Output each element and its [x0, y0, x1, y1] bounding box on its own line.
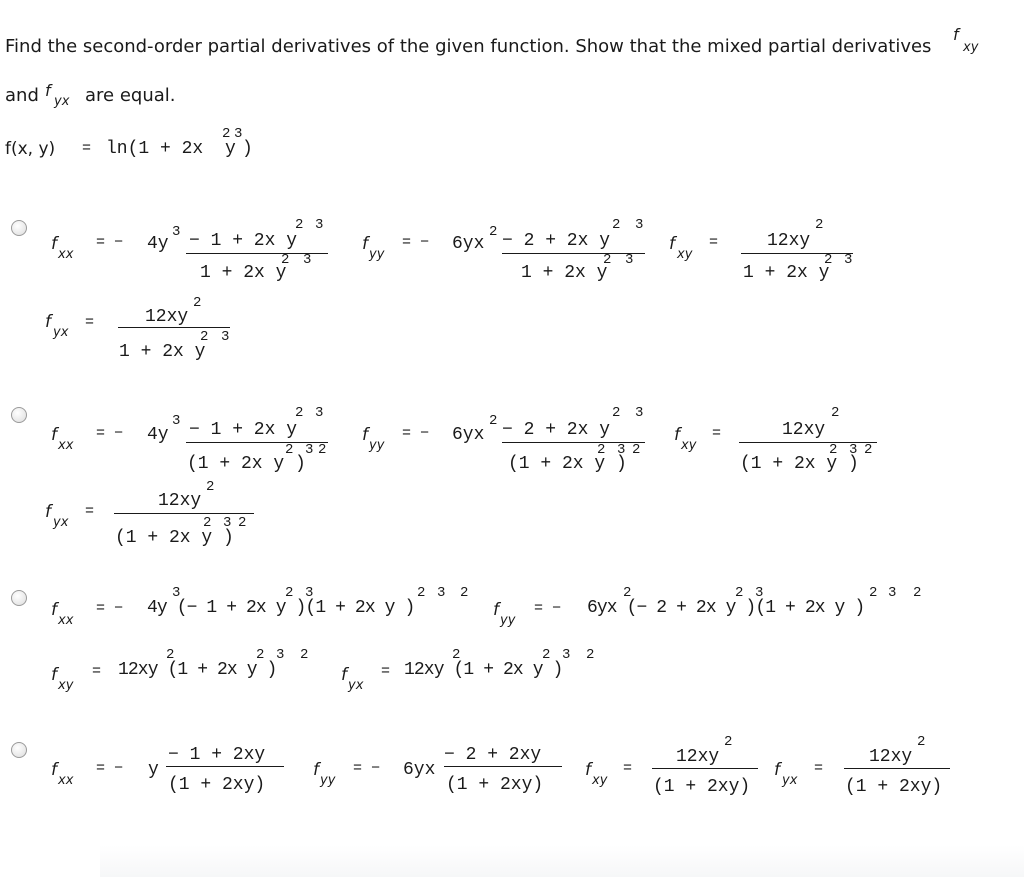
option-4-fyy-f: f — [313, 760, 319, 780]
fyx-sub: yx — [54, 94, 70, 109]
option-1-fxy-eq: = — [709, 234, 719, 251]
option-2-fyx-eq: = — [85, 503, 95, 520]
option-1-fxx-sub: xx — [58, 247, 74, 262]
option-4-fxy-sub: xy — [592, 773, 608, 788]
option-1-fyx-fraction-bar — [118, 327, 230, 328]
option-3-fxx-e3: 3 — [305, 585, 314, 601]
option-1-fyy-den: 1 + 2x y — [521, 263, 608, 283]
option-4-fyx-sub: yx — [782, 773, 798, 788]
option-2-fxx-den-e1: 2 — [285, 442, 294, 458]
option-4-fyy-num: − 2 + 2xy — [444, 745, 542, 765]
fxy-sub: xy — [963, 40, 979, 55]
question-line-1: Find the second-order partial derivatives of the given function. Show that the mixed partial derivatives — [5, 36, 932, 57]
option-3-fxy-e1: 2 — [166, 647, 175, 663]
option-4-fxy-fraction-bar — [652, 768, 758, 769]
option-1-fxy-num-e: 2 — [815, 217, 824, 233]
option-1-fyx-den-e1: 2 — [200, 329, 209, 345]
option-1-fyy-f: f — [362, 234, 368, 254]
option-4-fxx-fraction-bar — [166, 766, 284, 767]
option-3-fxx-e6: 2 — [460, 585, 469, 601]
option-4-fxx-pre: y — [148, 760, 159, 780]
option-3-fxx-e4: 2 — [417, 585, 426, 601]
option-2-fxy-sub: xy — [681, 438, 697, 453]
option-2-fyy-num: − 2 + 2x y — [502, 420, 611, 440]
option-1-radio[interactable] — [11, 220, 27, 236]
option-4-fxy-num: 12xy — [676, 747, 720, 767]
option-1-fxx-num-e2: 3 — [315, 217, 324, 233]
option-2-fyy-pre: 6yx — [452, 425, 485, 445]
option-3-fxy-e3: 3 — [276, 647, 285, 663]
option-1-fyy-num-e1: 2 — [612, 217, 621, 233]
option-2-fyx-den: (1 + 2x y ) — [115, 528, 234, 548]
option-3-fxy-expr: 12xy (1 + 2x y ) — [118, 660, 277, 680]
option-4-fxx-f: f — [51, 760, 57, 780]
option-3-fyx-e1: 2 — [452, 647, 461, 663]
option-2-fyy-den-e3: 2 — [632, 442, 641, 458]
option-4-fyy-den: (1 + 2xy) — [446, 775, 544, 795]
option-2-fxx-pre: 4y — [147, 425, 169, 445]
option-4-fyx-fraction-bar — [844, 768, 950, 769]
option-2-fyy-pre-exp: 2 — [489, 413, 498, 429]
option-3-fyx-eq: = — [381, 663, 391, 680]
option-2-fyx-den-e1: 2 — [203, 515, 212, 531]
option-2-fyx-den-e2: 3 — [223, 515, 232, 531]
option-3-fxx-eq: = − — [96, 600, 124, 617]
option-4-fyx-eq: = — [814, 760, 824, 777]
option-4-fxx-num: − 1 + 2xy — [168, 745, 266, 765]
option-1-fxx-den-e1: 2 — [281, 252, 290, 268]
option-3-fyy-e3: 3 — [755, 585, 764, 601]
option-1-fyx-num-e: 2 — [193, 295, 202, 311]
option-1-fyy-pre: 6yx — [452, 234, 485, 254]
option-1-fyy-num: − 2 + 2x y — [502, 231, 611, 251]
option-2-fyx-sub: yx — [53, 515, 69, 530]
option-2-fyy-den-e2: 3 — [617, 442, 626, 458]
option-4-fxx-den: (1 + 2xy) — [168, 775, 266, 795]
option-2-fxx-den-e2: 3 — [305, 442, 314, 458]
fyx-f: f — [45, 81, 51, 100]
option-2-fyy-sub: yy — [369, 438, 385, 453]
option-1-fyx-den-e2: 3 — [221, 329, 230, 345]
option-3-fyy-e2: 2 — [735, 585, 744, 601]
option-4-fyx-num-e: 2 — [917, 734, 926, 750]
option-1-fyy-eq: = − — [402, 234, 430, 251]
option-3-fyx-e2: 2 — [542, 647, 551, 663]
option-4-fxy-f: f — [585, 760, 591, 780]
option-4-fyy-eq: = − — [353, 760, 381, 777]
option-3-fyx-e3: 3 — [562, 647, 571, 663]
option-3-fxx-f: f — [51, 600, 57, 620]
option-3-radio[interactable] — [11, 590, 27, 606]
option-2-fxy-f: f — [674, 425, 680, 445]
option-1-fyy-fraction-bar — [502, 253, 645, 254]
question-line-2-tail: are equal. — [85, 85, 176, 106]
option-2-fxy-den: (1 + 2x y ) — [740, 454, 859, 474]
option-3-fxy-e2: 2 — [256, 647, 265, 663]
option-2-fxx-num-e2: 3 — [315, 405, 324, 421]
question-line-2-and: and — [5, 85, 39, 106]
option-3-fxy-eq: = — [92, 663, 102, 680]
option-1-fxy-fraction-bar — [741, 253, 853, 254]
option-3-fyy-sub: yy — [500, 613, 516, 628]
function-rhs: ln(1 + 2x — [106, 139, 204, 159]
option-3-fyy-f: f — [493, 600, 499, 620]
option-1-fyx-f: f — [45, 312, 51, 332]
option-3-fyy-e4: 2 — [869, 585, 878, 601]
option-1-fxy-den-e1: 2 — [824, 252, 833, 268]
option-2-fyx-num-e: 2 — [206, 479, 215, 495]
option-1-fyy-den-e2: 3 — [625, 252, 634, 268]
option-2-fyy-den-e1: 2 — [597, 442, 606, 458]
option-1-fxy-num: 12xy — [767, 231, 811, 251]
option-3-fyx-f: f — [341, 665, 347, 685]
option-4-fxx-sub: xx — [58, 773, 74, 788]
option-2-fxx-den: (1 + 2x y ) — [187, 454, 306, 474]
option-3-fxx-e5: 3 — [437, 585, 446, 601]
option-2-fyy-eq: = − — [402, 425, 430, 442]
option-1-fxy-den-e2: 3 — [844, 252, 853, 268]
option-1-fxy-sub: xy — [677, 247, 693, 262]
option-2-fyy-f: f — [362, 425, 368, 445]
option-3-fxx-e1: 3 — [172, 585, 181, 601]
option-4-fyy-pre: 6yx — [403, 760, 436, 780]
option-1-fyy-den-e1: 2 — [603, 252, 612, 268]
option-3-fyx-expr: 12xy (1 + 2x y ) — [404, 660, 563, 680]
option-1-fyx-sub: yx — [53, 325, 69, 340]
option-2-fxy-num: 12xy — [782, 420, 826, 440]
option-1-fyy-pre-exp: 2 — [489, 224, 498, 240]
function-exp-1: 2 — [222, 126, 231, 142]
option-2-fxx-den-e3: 2 — [318, 442, 327, 458]
option-2-fxy-num-e: 2 — [831, 405, 840, 421]
option-4-fxy-num-e: 2 — [724, 734, 733, 750]
option-2-fxy-eq: = — [712, 425, 722, 442]
option-4-radio[interactable] — [11, 742, 27, 758]
option-2-fyx-fraction-bar — [114, 513, 254, 514]
option-4-fyx-f: f — [774, 760, 780, 780]
option-2-fxx-num-e1: 2 — [295, 405, 304, 421]
option-1-fxy-f: f — [669, 234, 675, 254]
option-1-fxy-den: 1 + 2x y — [743, 263, 830, 283]
function-end: ) — [242, 139, 253, 159]
option-1-fxx-pre-exp: 3 — [172, 224, 181, 240]
function-exp-2: 3 — [234, 126, 243, 142]
option-4-fyy-fraction-bar — [444, 766, 562, 767]
option-1-fyx-eq: = — [85, 314, 95, 331]
option-2-fxx-pre-exp: 3 — [172, 413, 181, 429]
option-3-fyx-sub: yx — [348, 678, 364, 693]
option-4-fyx-num: 12xy — [869, 747, 913, 767]
option-1-fyy-sub: yy — [369, 247, 385, 262]
option-2-fyx-num: 12xy — [158, 491, 202, 511]
option-4-fyx-den: (1 + 2xy) — [845, 777, 943, 797]
option-2-fxx-eq: = − — [96, 425, 124, 442]
option-3-fyy-e5: 3 — [888, 585, 897, 601]
option-3-fxx-expr: 4y (− 1 + 2x y )(1 + 2x y ) — [147, 598, 415, 618]
option-3-fxy-sub: xy — [58, 678, 74, 693]
bottom-fade — [100, 845, 1024, 877]
fxy-f: f — [953, 25, 959, 44]
option-2-fxy-den-e3: 2 — [864, 442, 873, 458]
option-1-fyy-num-e2: 3 — [635, 217, 644, 233]
option-1-fxx-den: 1 + 2x y — [200, 263, 287, 283]
function-lhs: f(x, y) — [5, 139, 56, 159]
option-4-fxy-eq: = — [623, 760, 633, 777]
option-3-fxy-e4: 2 — [300, 647, 309, 663]
option-2-fxy-den-e2: 3 — [849, 442, 858, 458]
option-1-fxx-num-e1: 2 — [295, 217, 304, 233]
option-1-fxx-den-e2: 3 — [303, 252, 312, 268]
function-eq: = — [82, 140, 92, 157]
option-1-fxx-num: − 1 + 2x y — [189, 231, 298, 251]
option-4-fxx-eq: = − — [96, 760, 124, 777]
option-1-fyx-den: 1 + 2x y — [119, 342, 206, 362]
option-1-fxx-eq: = − — [96, 234, 124, 251]
option-3-fxx-sub: xx — [58, 613, 74, 628]
option-1-fxx-pre: 4y — [147, 234, 169, 254]
option-1-fxx-f: f — [51, 234, 57, 254]
option-2-radio[interactable] — [11, 407, 27, 423]
option-2-fyy-num-e1: 2 — [612, 405, 621, 421]
option-3-fyy-eq: = − — [534, 600, 562, 617]
option-2-fyx-den-e3: 2 — [238, 515, 247, 531]
option-2-fxx-sub: xx — [58, 438, 74, 453]
function-y: y — [225, 139, 236, 159]
option-4-fxy-den: (1 + 2xy) — [653, 777, 751, 797]
option-3-fyy-expr: 6yx (− 2 + 2x y )(1 + 2x y ) — [587, 598, 865, 618]
option-3-fyy-e6: 2 — [913, 585, 922, 601]
option-4-fyy-sub: yy — [320, 773, 336, 788]
option-3-fyy-e1: 2 — [623, 585, 632, 601]
option-2-fyx-f: f — [45, 502, 51, 522]
option-1-fyx-num: 12xy — [145, 307, 189, 327]
option-2-fxy-den-e1: 2 — [829, 442, 838, 458]
option-2-fyy-den: (1 + 2x y ) — [508, 454, 627, 474]
option-3-fyx-e4: 2 — [586, 647, 595, 663]
option-3-fxy-f: f — [51, 665, 57, 685]
option-3-fxx-e2: 2 — [285, 585, 294, 601]
option-2-fxx-num: − 1 + 2x y — [189, 420, 298, 440]
option-2-fyy-num-e2: 3 — [635, 405, 644, 421]
option-2-fxx-f: f — [51, 425, 57, 445]
